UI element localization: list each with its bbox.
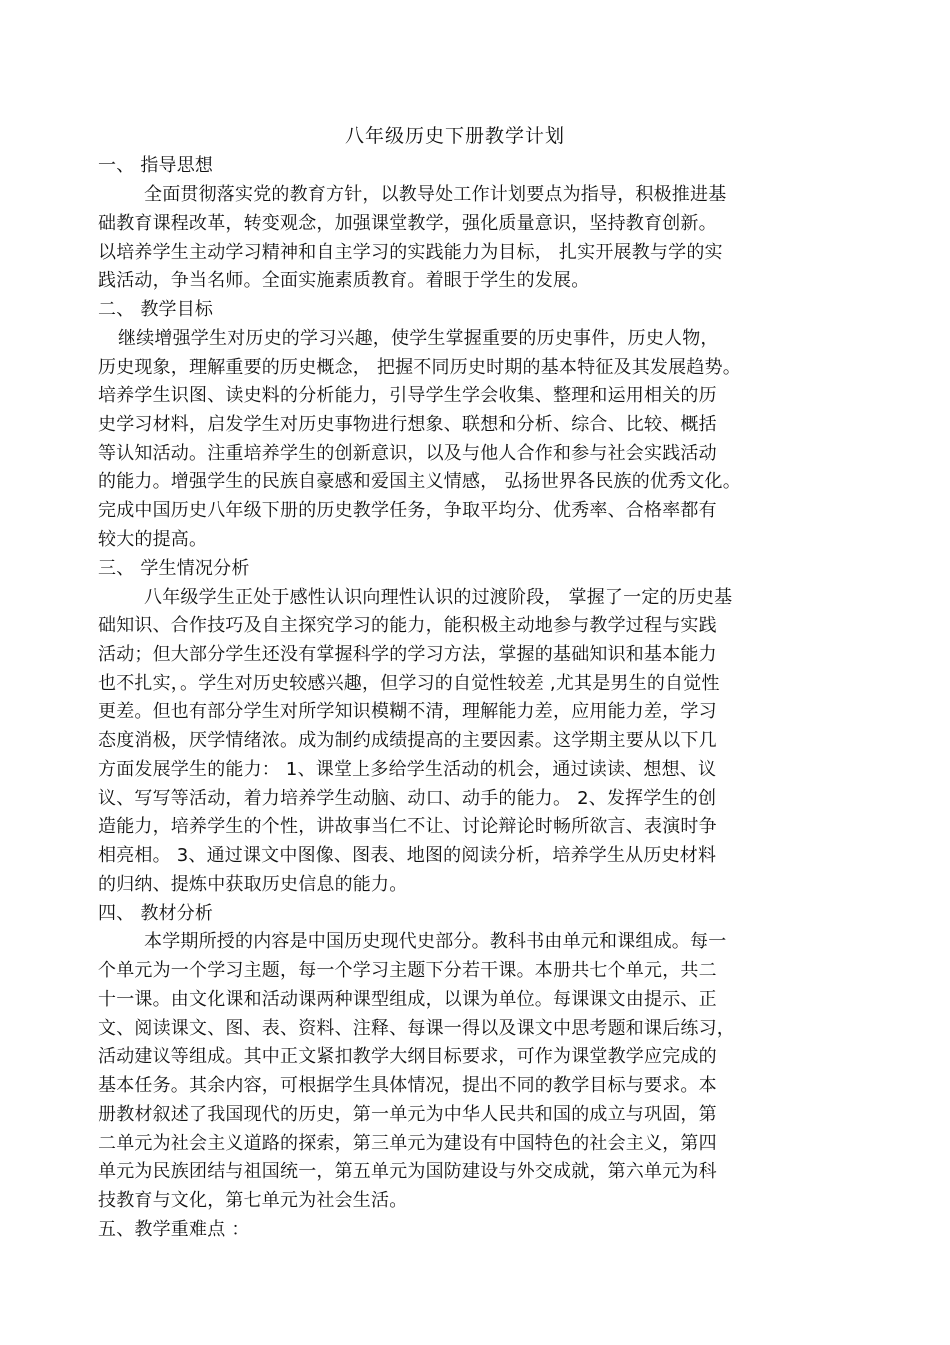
paragraph-line: 态度消极，厌学情绪浓。成为制约成绩提高的主要因素。这学期主要从以下几 bbox=[98, 730, 717, 751]
paragraph-line: 基本任务。其余内容，可根据学生具体情况，提出不同的教学目标与要求。本 bbox=[98, 1075, 717, 1096]
paragraph-line: 单元为民族团结与祖国统一，第五单元为国防建设与外交成就，第六单元为科 bbox=[98, 1161, 717, 1182]
paragraph-line: 相亮相。 3、通过课文中图像、图表、地图的阅读分析，培养学生从历史材料 bbox=[98, 845, 717, 866]
paragraph-line: 历史现象，理解重要的历史概念， 把握不同历史时期的基本特征及其发展趋势。 bbox=[98, 357, 741, 378]
paragraph-line: 活动建议等组成。其中正文紧扣教学大纲目标要求，可作为课堂教学应完成的 bbox=[98, 1046, 717, 1067]
section-heading: 二、 教学目标 bbox=[98, 299, 214, 320]
paragraph-line: 方面发展学生的能力： 1、课堂上多给学生活动的机会，通过读读、想想、议 bbox=[98, 759, 717, 780]
paragraph-line: 更差。但也有部分学生对所学知识模糊不清，理解能力差，应用能力差，学习 bbox=[98, 701, 717, 722]
section-heading: 五、教学重难点 ： bbox=[98, 1219, 250, 1240]
paragraph-line: 的能力。增强学生的民族自豪感和爱国主义情感， 弘扬世界各民族的优秀文化。 bbox=[98, 471, 741, 492]
section-heading: 一、 指导思想 bbox=[98, 155, 214, 176]
paragraph-line: 完成中国历史八年级下册的历史教学任务，争取平均分、优秀率、合格率都有 bbox=[98, 500, 717, 521]
paragraph-line: 二单元为社会主义道路的探索，第三单元为建设有中国特色的社会主义，第四 bbox=[98, 1133, 717, 1154]
section-heading: 三、 学生情况分析 bbox=[98, 558, 250, 579]
paragraph-line: 本学期所授的内容是中国历史现代史部分。教科书由单元和课组成。每一 bbox=[144, 931, 727, 952]
paragraph-line: 全面贯彻落实党的教育方针，以教导处工作计划要点为指导，积极推进基 bbox=[144, 184, 727, 205]
paragraph-line: 八年级学生正处于感性认识向理性认识的过渡阶段， 掌握了一定的历史基 bbox=[144, 587, 733, 608]
paragraph-line: 十一课。由文化课和活动课两种课型组成，以课为单位。每课课文由提示、正 bbox=[98, 989, 717, 1010]
paragraph-line: 造能力，培养学生的个性，讲故事当仁不让、讨论辩论时畅所欲言、表演时争 bbox=[98, 816, 717, 837]
paragraph-line: 文、阅读课文、图、表、资料、注释、每课一得以及课文中思考题和课后练习， bbox=[98, 1018, 735, 1039]
document-title: 八年级历史下册教学计划 bbox=[344, 125, 565, 147]
paragraph-line: 册教材叙述了我国现代的历史，第一单元为中华人民共和国的成立与巩固，第 bbox=[98, 1104, 717, 1125]
paragraph-line: 的归纳、提炼中获取历史信息的能力。 bbox=[98, 874, 408, 895]
section-heading: 四、 教材分析 bbox=[98, 903, 214, 924]
paragraph-line: 培养学生识图、读史料的分析能力，引导学生学会收集、整理和运用相关的历 bbox=[98, 385, 717, 406]
paragraph-line: 础知识、合作技巧及自主探究学习的能力，能积极主动地参与教学过程与实践 bbox=[98, 615, 717, 636]
paragraph-line: 等认知活动。注重培养学生的创新意识，以及与他人合作和参与社会实践活动 bbox=[98, 443, 717, 464]
paragraph-line: 史学习材料，启发学生对历史事物进行想象、联想和分析、综合、比较、概括 bbox=[98, 414, 717, 435]
paragraph-line: 较大的提高。 bbox=[98, 529, 208, 550]
paragraph-line: 继续增强学生对历史的学习兴趣，使学生掌握重要的历史事件，历史人物， bbox=[118, 328, 719, 349]
paragraph-line: 践活动，争当名师。全面实施素质教育。着眼于学生的发展。 bbox=[98, 270, 590, 291]
paragraph-line: 活动；但大部分学生还没有掌握科学的学习方法，掌握的基础知识和基本能力 bbox=[98, 644, 717, 665]
paragraph-line: 议、写写等活动，着力培养学生动脑、动口、动手的能力。 2、发挥学生的创 bbox=[98, 788, 717, 809]
paragraph-line: 个单元为一个学习主题，每一个学习主题下分若干课。本册共七个单元，共二 bbox=[98, 960, 717, 981]
paragraph-line: 以培养学生主动学习精神和自主学习的实践能力为目标， 扎实开展教与学的实 bbox=[98, 242, 723, 263]
paragraph-line: 础教育课程改革，转变观念，加强课堂教学，强化质量意识，坚持教育创新。 bbox=[98, 213, 717, 234]
paragraph-line: 也不扎实，。学生对历史较感兴趣，但学习的自觉性较差 ,尤其是男生的自觉性 bbox=[98, 673, 720, 694]
paragraph-line: 技教育与文化，第七单元为社会生活。 bbox=[98, 1190, 408, 1211]
